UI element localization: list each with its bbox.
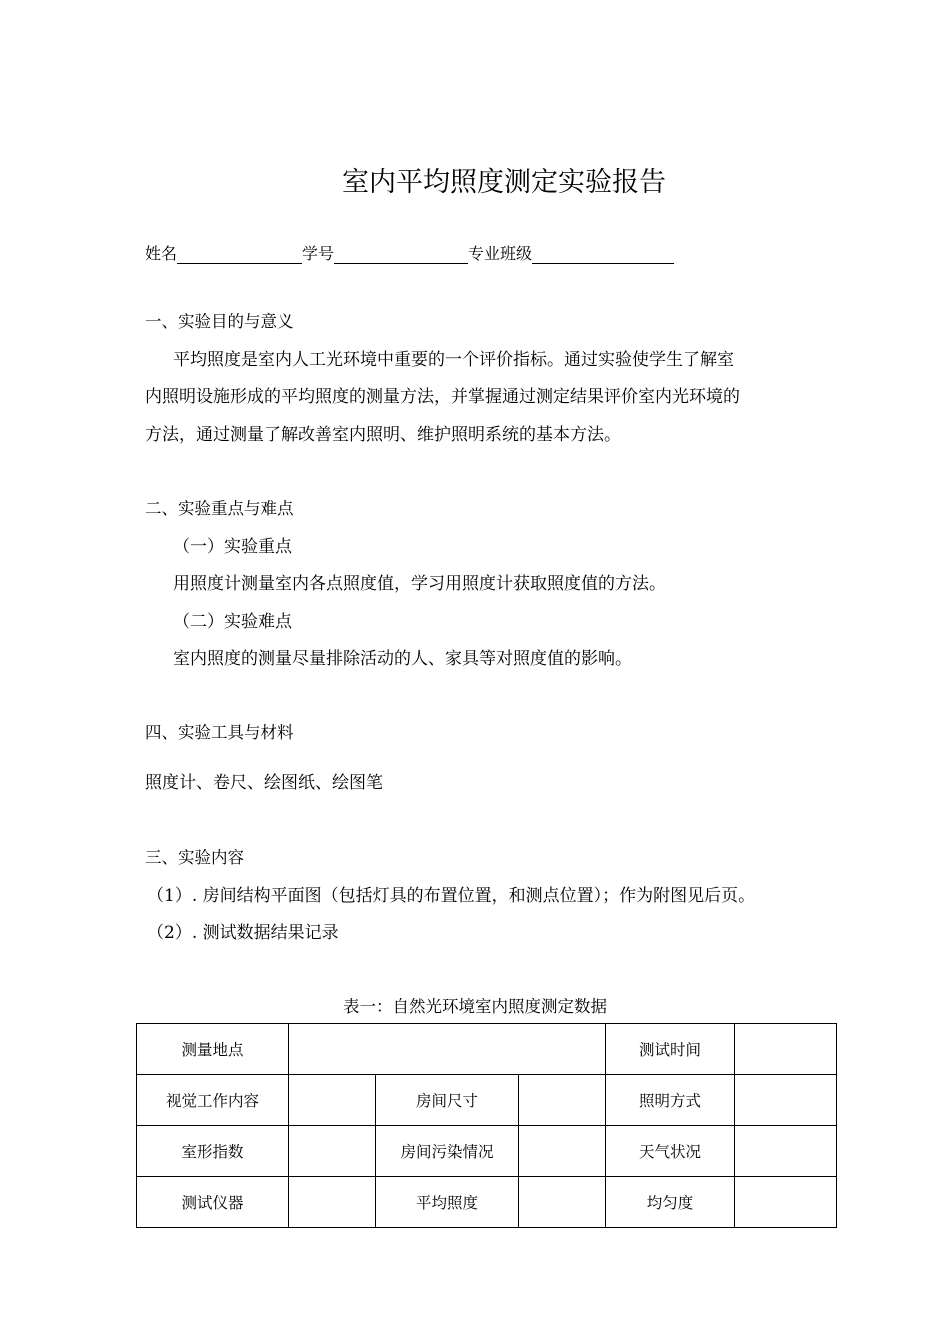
table-label-cell: 测试仪器 <box>137 1177 289 1228</box>
section1-line1: 平均照度是室内人工光环境中重要的一个评价指标。通过实验使学生了解室 <box>173 350 734 370</box>
table-value-cell[interactable] <box>519 1126 606 1177</box>
section3-item2: （2）. 测试数据结果记录 <box>147 923 339 943</box>
section2-sub2: （二）实验难点 <box>173 612 292 632</box>
table-row <box>137 1126 837 1177</box>
section4-heading: 四、实验工具与材料 <box>145 723 294 742</box>
section1-line3: 方法，通过测量了解改善室内照明、维护照明系统的基本方法。 <box>145 425 621 445</box>
class-field[interactable] <box>532 245 674 264</box>
section1-heading: 一、实验目的与意义 <box>145 312 294 331</box>
section2-heading: 二、实验重点与难点 <box>145 499 294 518</box>
table-value-cell[interactable] <box>735 1177 837 1228</box>
class-label: 专业班级 <box>468 244 533 263</box>
student-id-field[interactable] <box>334 245 468 264</box>
table-value-cell[interactable] <box>735 1024 837 1075</box>
name-label: 姓名 <box>145 244 178 263</box>
table-label-cell: 测量地点 <box>137 1024 289 1075</box>
table-caption: 表一：自然光环境室内照度测定数据 <box>343 997 607 1016</box>
table-value-cell[interactable] <box>519 1177 606 1228</box>
table-label-cell: 测试时间 <box>606 1024 735 1075</box>
section2-text1: 用照度计测量室内各点照度值，学习用照度计获取照度值的方法。 <box>173 574 666 594</box>
table-label-cell: 天气状况 <box>606 1126 735 1177</box>
table-label-cell: 房间尺寸 <box>376 1075 519 1126</box>
table-value-cell[interactable] <box>289 1024 606 1075</box>
table-value-cell[interactable] <box>735 1126 837 1177</box>
table-label-cell: 均匀度 <box>606 1177 735 1228</box>
table-row <box>137 1024 837 1075</box>
table-value-cell[interactable] <box>289 1126 376 1177</box>
table-label-cell: 房间污染情况 <box>376 1126 519 1177</box>
section2-text2: 室内照度的测量尽量排除活动的人、家具等对照度值的影响。 <box>173 649 632 669</box>
name-field[interactable] <box>177 245 302 264</box>
section1-line2: 内照明设施形成的平均照度的测量方法，并掌握通过测定结果评价室内光环境的 <box>145 387 740 407</box>
section4-text: 照度计、卷尺、绘图纸、绘图笔 <box>145 773 383 793</box>
student-info-fields <box>145 241 674 264</box>
page-title: 室内平均照度测定实验报告 <box>342 167 666 198</box>
student-id-label: 学号 <box>302 244 335 263</box>
table-row <box>137 1075 837 1126</box>
table-label-cell: 室形指数 <box>137 1126 289 1177</box>
table-value-cell[interactable] <box>735 1075 837 1126</box>
table-value-cell[interactable] <box>519 1075 606 1126</box>
table-row <box>137 1177 837 1228</box>
section3-item1: （1）. 房间结构平面图（包括灯具的布置位置，和测点位置）；作为附图见后页。 <box>147 886 756 906</box>
table-label-cell: 平均照度 <box>376 1177 519 1228</box>
table-value-cell[interactable] <box>289 1075 376 1126</box>
table-label-cell: 视觉工作内容 <box>137 1075 289 1126</box>
table-value-cell[interactable] <box>289 1177 376 1228</box>
table-label-cell: 照明方式 <box>606 1075 735 1126</box>
illuminance-data-table <box>136 1023 837 1228</box>
section2-sub1: （一）实验重点 <box>173 537 292 557</box>
section3-heading: 三、实验内容 <box>145 848 244 867</box>
